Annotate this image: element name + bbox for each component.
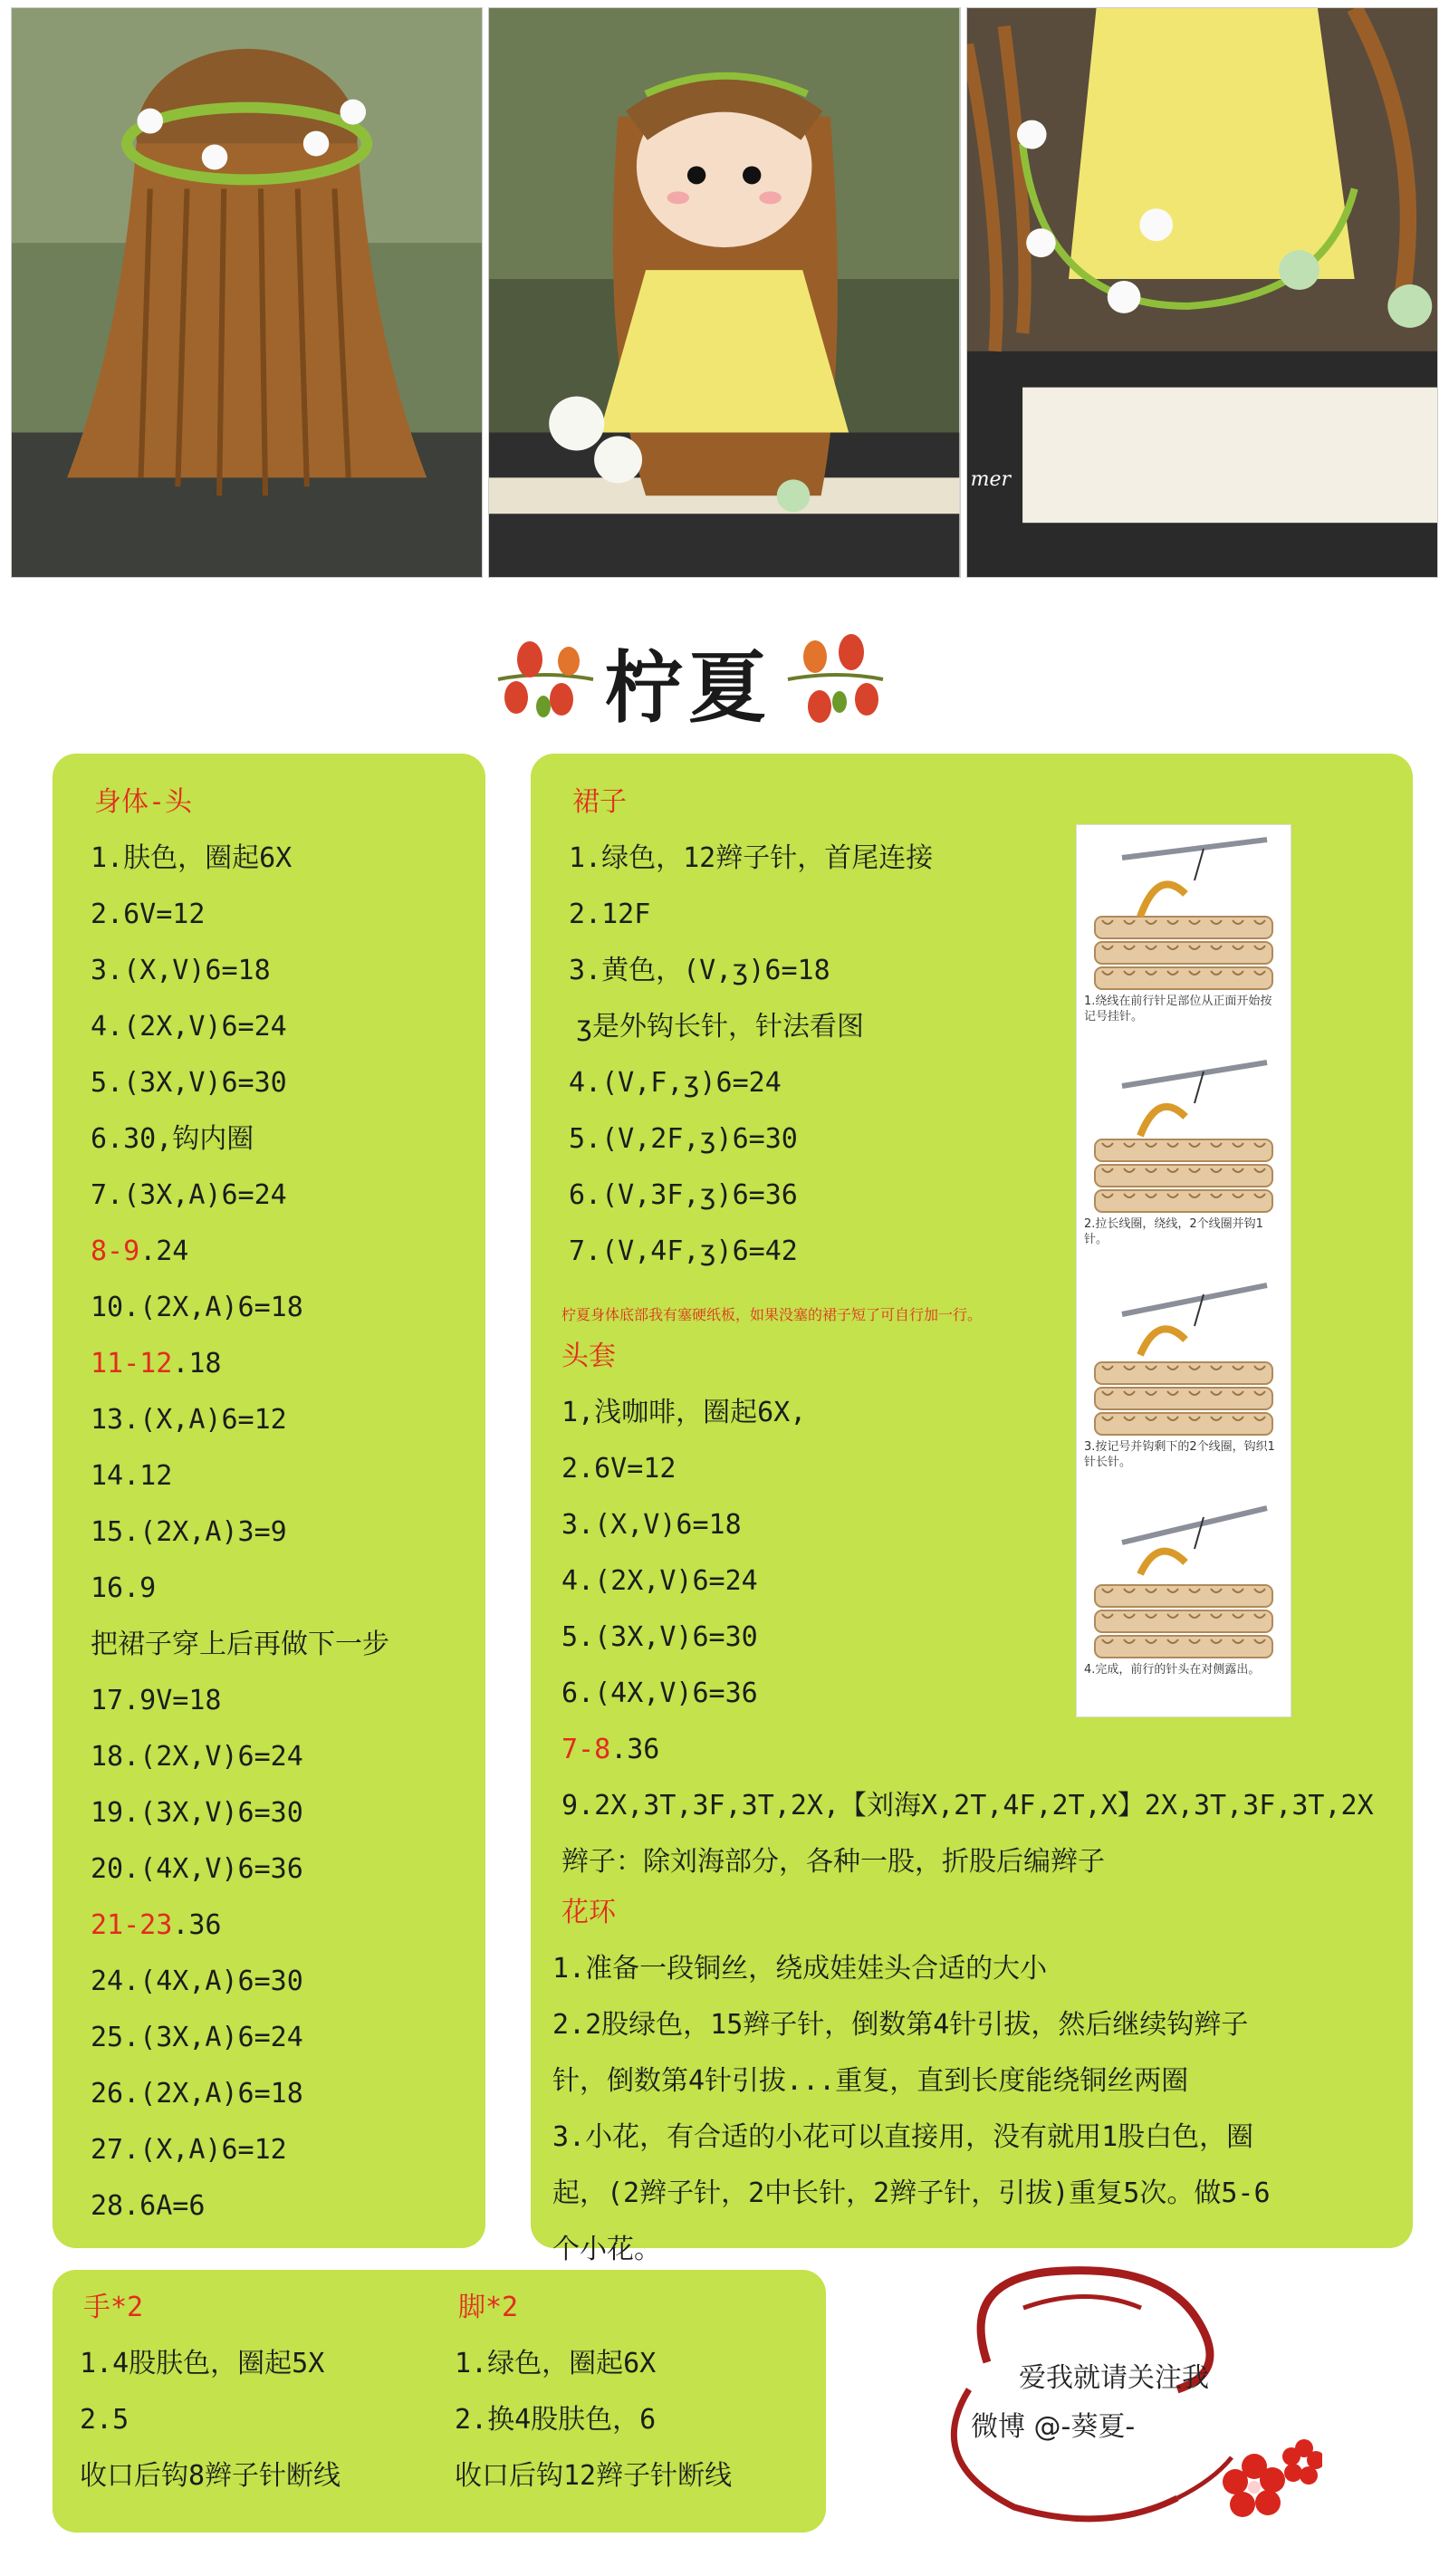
step-text: 16.9 [91,1572,157,1604]
diagram-step [1077,1271,1291,1494]
plum-blossom-icon [1223,2439,1322,2517]
skirt-step: ʒ是外钩长针，针法看图 [576,1011,865,1043]
step-text: 25.(3X,A)6=24 [91,2022,303,2053]
headwear-step [561,1676,758,1712]
skirt-step: 2.12F [569,899,651,930]
diagram-caption: 1.绕线在前行针足部位从正面开始按记号挂针。 [1084,995,1272,1024]
step-text: 2.6V=12 [561,1453,677,1485]
stamp-line-weibo: 微博 @-葵夏- [971,2411,1136,2443]
section-heading-skirt: 裙子 [572,786,627,818]
step-text: 24.(4X,A)6=30 [91,1966,303,1997]
step-text: 4.(2X,V)6=24 [561,1565,758,1597]
step-text: 27.(X,A)6=12 [91,2134,287,2166]
hands-line: 收口后钩8辫子针断线 [80,2460,341,2492]
step-text: 3.(X,V)6=18 [91,955,271,986]
step-text: 9.2X,3T,3F,3T,2X,【刘海X,2T,4F,2T,X】2X,3T,3F,3T,2X [561,1790,1374,1821]
step-text: 14.12 [91,1460,173,1492]
body-head-step [91,1683,222,1719]
wreath-line: 个小花。 [552,2234,661,2265]
step-text: .36 [172,1909,222,1941]
step-text: 19.(3X,V)6=30 [91,1797,303,1829]
step-text: 18.(2X,V)6=24 [91,1741,303,1773]
stitch-diagram [1076,824,1291,1717]
body-head-step [91,1065,287,1101]
follow-stamp [906,2254,1322,2525]
headwear-step [561,1788,1374,1824]
headwear-step [561,1844,1105,1880]
photo-watermark: mer [970,468,1012,491]
panel-body-head [53,754,485,2248]
stamp-line-follow: 爱我就请关注我 [1019,2362,1209,2394]
body-head-step [91,1121,254,1158]
step-text: 7.(3X,A)6=24 [91,1179,287,1211]
step-text: 26.(2X,A)6=18 [91,2078,303,2110]
body-head-step [91,1290,303,1326]
photo-doll-wreath [966,7,1438,578]
row-range-label: 11-12 [91,1348,173,1379]
body-head-step [91,953,271,989]
step-text: .24 [139,1235,189,1267]
body-head-step [91,841,292,877]
section-heading-hands: 手*2 [83,2292,144,2323]
hands-line: 1.4股肤色，圈起5X [80,2348,325,2379]
wreath-line: 针，倒数第4针引拔...重复，直到长度能绕铜丝两圈 [552,2065,1189,2097]
step-text: 17.9V=18 [91,1685,222,1716]
headwear-step [561,1732,659,1768]
row-range-label: 21-23 [91,1909,173,1941]
body-head-step [91,1851,303,1888]
photo-doll-back [11,7,483,578]
body-head-step [91,1234,188,1270]
headwear-step [561,1395,806,1431]
step-text: 把裙子穿上后再做下一步 [91,1629,389,1660]
body-head-step [91,1009,287,1045]
step-text: 2.6V=12 [91,899,206,930]
photo-strip [11,7,1438,578]
step-text: 1.肤色，圈起6X [91,842,293,874]
feet-line: 2.换4股肤色，6 [455,2404,657,2436]
section-heading-headwear: 头套 [561,1341,616,1372]
page-title: 柠夏 [605,642,772,734]
diagram-step [1077,1494,1291,1716]
stitch-illustration-icon [1086,1276,1281,1439]
diagram-step [1077,825,1291,1048]
step-text: .18 [172,1348,222,1379]
body-head-step [91,2132,287,2168]
headwear-step [561,1563,758,1600]
step-text: 6.30,钩内圈 [91,1123,254,1155]
body-head-step [91,1458,172,1495]
skirt-note: 柠夏身体底部我有塞硬纸板，如果没塞的裙子短了可自行加一行。 [561,1306,983,1323]
body-head-step [91,1795,303,1831]
hands-line: 2.5 [80,2404,130,2436]
step-text: 6.(4X,V)6=36 [561,1677,758,1709]
body-head-step [91,2076,303,2112]
diagram-step [1077,1048,1291,1271]
skirt-step: 7.(V,4F,ʒ)6=42 [569,1235,798,1267]
wreath-line: 1.准备一段铜丝，绕成娃娃头合适的大小 [552,1953,1048,1985]
body-head-step [91,1514,287,1551]
body-head-step [91,1571,156,1607]
step-text: .36 [610,1734,660,1765]
section-heading-wreath: 花环 [561,1897,616,1928]
section-heading-body-head: 身体-头 [94,786,193,818]
diagram-caption: 3.按记号并钩剩下的2个线圈，钩织1针长针。 [1084,1440,1275,1469]
step-text: 4.(2X,V)6=24 [91,1011,287,1043]
body-head-step [91,1739,303,1775]
skirt-step: 5.(V,2F,ʒ)6=30 [569,1123,798,1155]
body-head-step [91,2188,205,2225]
step-text: 辫子：除刘海部分，各种一股，折股后编辫子 [561,1846,1105,1878]
step-text: 5.(3X,V)6=30 [561,1621,758,1653]
row-range-label: 7-8 [561,1734,611,1765]
flower-decoration-icon [783,616,892,734]
wreath-line: 起，(2辫子针，2中长针，2辫子针，引拔)重复5次。做5-6 [552,2177,1271,2209]
wreath-line: 3.小花，有合适的小花可以直接用，没有就用1股白色，圈 [552,2121,1254,2153]
section-heading-feet: 脚*2 [458,2292,519,2323]
step-text: 20.(4X,V)6=36 [91,1853,303,1885]
feet-line: 1.绿色，圈起6X [455,2348,657,2379]
step-text: 1,浅咖啡，圈起6X, [561,1397,807,1428]
stitch-illustration-icon [1086,831,1281,994]
body-head-step [91,1964,303,2000]
stitch-illustration-icon [1086,1053,1281,1216]
headwear-step [561,1451,676,1487]
body-head-step [91,1908,222,1944]
step-text: 13.(X,A)6=12 [91,1404,287,1436]
skirt-step: 6.(V,3F,ʒ)6=36 [569,1179,798,1211]
body-head-step [91,897,205,933]
title-block [489,616,888,734]
wreath-line: 2.2股绿色，15辫子针，倒数第4针引拔，然后继续钩辫子 [552,2009,1249,2041]
panel-hands-feet [53,2270,826,2533]
row-range-label: 8-9 [91,1235,140,1267]
diagram-caption: 4.完成，前行的针头在对侧露出。 [1084,1663,1261,1677]
body-head-step [91,1177,287,1214]
feet-line: 收口后钩12辫子针断线 [455,2460,733,2492]
body-head-step [91,1627,389,1663]
step-text: 5.(3X,V)6=30 [91,1067,287,1099]
step-text: 15.(2X,A)3=9 [91,1516,287,1548]
step-text: 10.(2X,A)6=18 [91,1292,303,1323]
headwear-step [561,1620,758,1656]
step-text: 3.(X,V)6=18 [561,1509,742,1541]
headwear-step [561,1507,742,1543]
diagram-caption: 2.拉长线圈，绕线，2个线圈并钩1针。 [1084,1217,1263,1246]
step-text: 28.6A=6 [91,2190,206,2222]
skirt-step: 1.绿色，12辫子针，首尾连接 [569,842,934,874]
photo-doll-front [488,7,960,578]
flower-decoration-icon [489,616,598,734]
skirt-step: 3.黄色，(V,ʒ)6=18 [569,955,830,986]
body-head-step [91,1402,287,1438]
body-head-step [91,2020,303,2056]
skirt-step: 4.(V,F,ʒ)6=24 [569,1067,782,1099]
body-head-step [91,1346,222,1382]
stitch-illustration-icon [1086,1499,1281,1662]
